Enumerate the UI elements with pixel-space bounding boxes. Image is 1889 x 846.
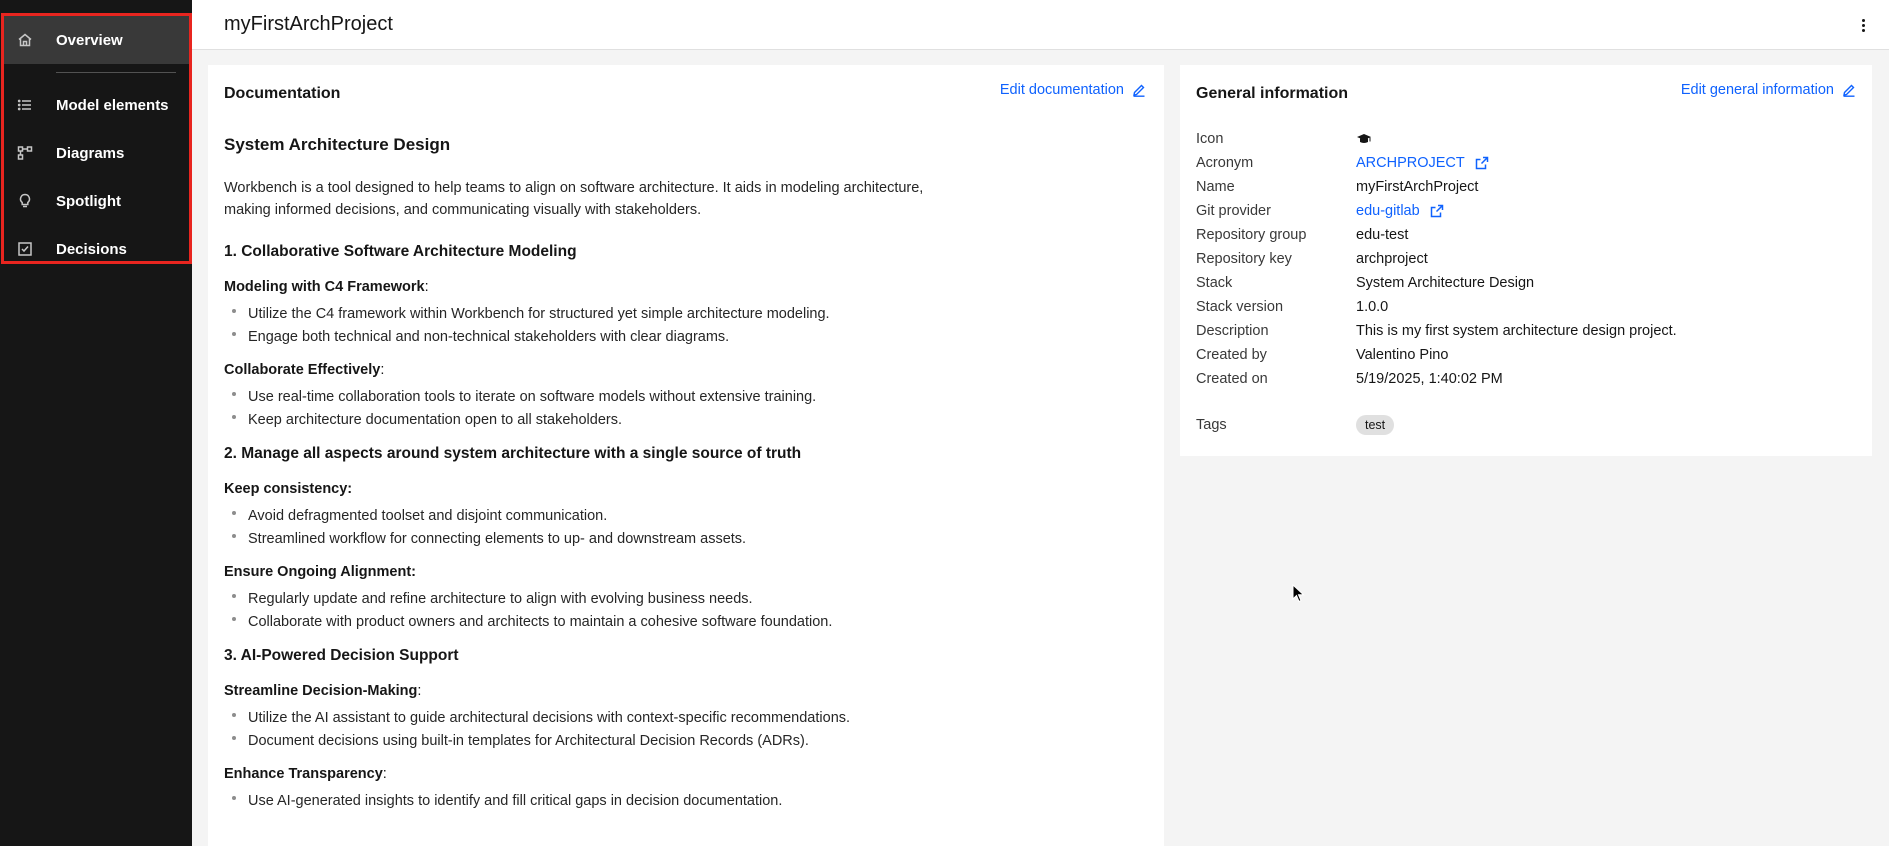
- info-label: Repository key: [1196, 251, 1292, 267]
- info-row: [1196, 151, 1856, 175]
- doc-group-title-suffix: :: [380, 362, 385, 378]
- info-row-tags: [1196, 413, 1856, 437]
- edit-general-information-link[interactable]: [1681, 82, 1856, 98]
- page-title: myFirstArchProject: [224, 13, 393, 35]
- info-value-text: archproject: [1356, 251, 1428, 267]
- info-value: [1356, 347, 1448, 363]
- doc-bullet-item: Streamlined workflow for connecting elements to up- and downstream assets.: [224, 528, 1144, 551]
- info-label: Created on: [1196, 371, 1268, 387]
- doc-group-title-text: Keep consistency:: [224, 481, 353, 497]
- sidebar-item-label: Decisions: [56, 240, 127, 258]
- doc-group-title-suffix: :: [424, 279, 429, 295]
- doc-group-title: [224, 766, 1144, 782]
- info-label: Icon: [1196, 131, 1224, 147]
- info-value-text: Valentino Pino: [1356, 347, 1449, 363]
- info-value-text: 1.0.0: [1356, 299, 1389, 315]
- list-icon: [16, 96, 34, 114]
- general-information-card: [1180, 65, 1872, 456]
- doc-group-title: [224, 279, 1144, 295]
- info-row: [1196, 343, 1856, 367]
- doc-bullet-list: [224, 386, 1144, 432]
- sidebar-item-model-elements[interactable]: [4, 81, 189, 129]
- info-rows: [1196, 127, 1856, 437]
- doc-section-title: 1. Collaborative Software Architecture Modeling: [224, 243, 577, 260]
- info-value-text: edu-test: [1356, 227, 1409, 243]
- info-value: [1356, 323, 1677, 339]
- sidebar-item-spotlight[interactable]: [4, 177, 189, 225]
- info-value-text: myFirstArchProject: [1356, 179, 1479, 195]
- doc-bullet-list: [224, 505, 1144, 551]
- info-value-text: edu-gitlab: [1356, 203, 1420, 219]
- tag[interactable]: test: [1356, 415, 1394, 435]
- documentation-title: Documentation: [224, 85, 341, 102]
- overflow-menu-vertical-icon[interactable]: [1855, 15, 1871, 35]
- graduation-cap-icon: [1356, 131, 1372, 147]
- info-value-text: This is my first system architecture design project.: [1356, 323, 1677, 339]
- documentation-content: [224, 135, 1144, 826]
- doc-group-title-suffix: :: [382, 766, 387, 782]
- doc-bullet-item: Use real-time collaboration tools to iterate on software models without extensive training.: [224, 386, 1144, 409]
- sidebar-item-overview[interactable]: [4, 16, 189, 64]
- doc-intro: Workbench is a tool designed to help teams to align on software architecture. It aids in modeling architecture, making informed decisions, and communicating visually with stakeholders.: [224, 180, 924, 218]
- doc-group-title-text: Modeling with C4 Framework: [224, 279, 425, 295]
- doc-group-title: [224, 362, 1144, 378]
- info-label: Repository group: [1196, 227, 1307, 243]
- doc-group-title: [224, 683, 1144, 699]
- doc-group-title-text: Enhance Transparency: [224, 766, 383, 782]
- info-value: [1356, 299, 1388, 315]
- general-information-title: General information: [1196, 85, 1349, 102]
- info-value: [1356, 275, 1534, 291]
- doc-bullet-list: [224, 303, 1144, 349]
- header: [192, 0, 1889, 50]
- info-row: [1196, 367, 1856, 391]
- info-label: Description: [1196, 323, 1269, 339]
- info-row: [1196, 223, 1856, 247]
- edit-icon: [1132, 83, 1146, 97]
- flow-icon: [16, 144, 34, 162]
- external-link-icon: [1475, 156, 1489, 170]
- info-row-icon: [1196, 127, 1856, 151]
- tag-list: [1356, 415, 1394, 435]
- info-value-text: ARCHPROJECT: [1356, 155, 1465, 171]
- sidebar: [0, 0, 192, 846]
- lightbulb-icon: [16, 192, 34, 210]
- doc-bullet-item: Utilize the C4 framework within Workbench for structured yet simple architecture modeling.: [224, 303, 1144, 326]
- info-value: [1356, 251, 1428, 267]
- doc-bullet-item: Utilize the AI assistant to guide architectural decisions with context-specific recommendations.: [224, 707, 1144, 730]
- edit-icon: [1842, 83, 1856, 97]
- doc-section-title: 2. Manage all aspects around system architecture with a single source of truth: [224, 445, 802, 462]
- doc-bullet-item: Engage both technical and non-technical stakeholders with clear diagrams.: [224, 326, 1144, 349]
- doc-bullet-item: Keep architecture documentation open to all stakeholders.: [224, 409, 1144, 432]
- documentation-card: [208, 65, 1164, 846]
- sidebar-item-label: Model elements: [56, 96, 169, 114]
- info-row: [1196, 247, 1856, 271]
- doc-bullet-item: Avoid defragmented toolset and disjoint communication.: [224, 505, 1144, 528]
- info-row: [1196, 295, 1856, 319]
- doc-bullet-list: [224, 790, 1144, 813]
- external-link-icon: [1430, 204, 1444, 218]
- info-row: [1196, 271, 1856, 295]
- info-label: Tags: [1196, 417, 1227, 433]
- edit-documentation-label: Edit documentation: [999, 82, 1124, 98]
- sidebar-item-label: Overview: [56, 31, 123, 49]
- doc-bullet-item: Use AI-generated insights to identify and fill critical gaps in decision documentation.: [224, 790, 1144, 813]
- doc-heading: System Architecture Design: [224, 135, 451, 154]
- info-value-link[interactable]: [1356, 155, 1489, 171]
- doc-group-title-suffix: :: [417, 683, 422, 699]
- info-value: [1356, 227, 1408, 243]
- info-label: Stack version: [1196, 299, 1284, 315]
- info-row: [1196, 199, 1856, 223]
- checkbox-icon: [16, 240, 34, 258]
- doc-group-title-text: Collaborate Effectively: [224, 362, 381, 378]
- edit-general-information-label: Edit general information: [1680, 82, 1834, 98]
- info-value-text: 5/19/2025, 1:40:02 PM: [1356, 371, 1503, 387]
- info-value: [1356, 371, 1503, 387]
- info-row: [1196, 319, 1856, 343]
- doc-group-title-text: Ensure Ongoing Alignment:: [224, 564, 416, 580]
- info-label: Name: [1196, 179, 1235, 195]
- home-icon: [16, 31, 34, 49]
- info-value-link[interactable]: [1356, 203, 1444, 219]
- info-label: Stack: [1196, 275, 1233, 291]
- doc-bullet-item: Collaborate with product owners and architects to maintain a cohesive software foundation.: [224, 611, 1144, 634]
- doc-bullet-list: [224, 588, 1144, 634]
- doc-group-title: [224, 564, 1144, 580]
- doc-bullet-list: [224, 707, 1144, 753]
- info-label: Git provider: [1196, 203, 1271, 219]
- info-label: Acronym: [1196, 155, 1254, 171]
- doc-bullet-item: Document decisions using built-in templates for Architectural Decision Records (ADRs).: [224, 730, 1144, 753]
- sidebar-item-diagrams[interactable]: [4, 129, 189, 177]
- info-value: [1356, 179, 1478, 195]
- sidebar-item-label: Diagrams: [56, 144, 125, 162]
- sidebar-item-decisions[interactable]: [4, 225, 189, 273]
- doc-group-title: [224, 481, 1144, 497]
- sidebar-divider: [56, 72, 176, 73]
- doc-section-title: 3. AI-Powered Decision Support: [224, 647, 459, 664]
- doc-bullet-item: Regularly update and refine architecture to align with evolving business needs.: [224, 588, 1144, 611]
- info-value-text: System Architecture Design: [1356, 275, 1535, 291]
- edit-documentation-link[interactable]: [1000, 82, 1146, 98]
- info-label: Created by: [1196, 347, 1267, 363]
- info-row: [1196, 175, 1856, 199]
- mouse-cursor-icon: [1292, 584, 1306, 604]
- sidebar-item-label: Spotlight: [56, 192, 121, 210]
- doc-group-title-text: Streamline Decision-Making: [224, 683, 418, 699]
